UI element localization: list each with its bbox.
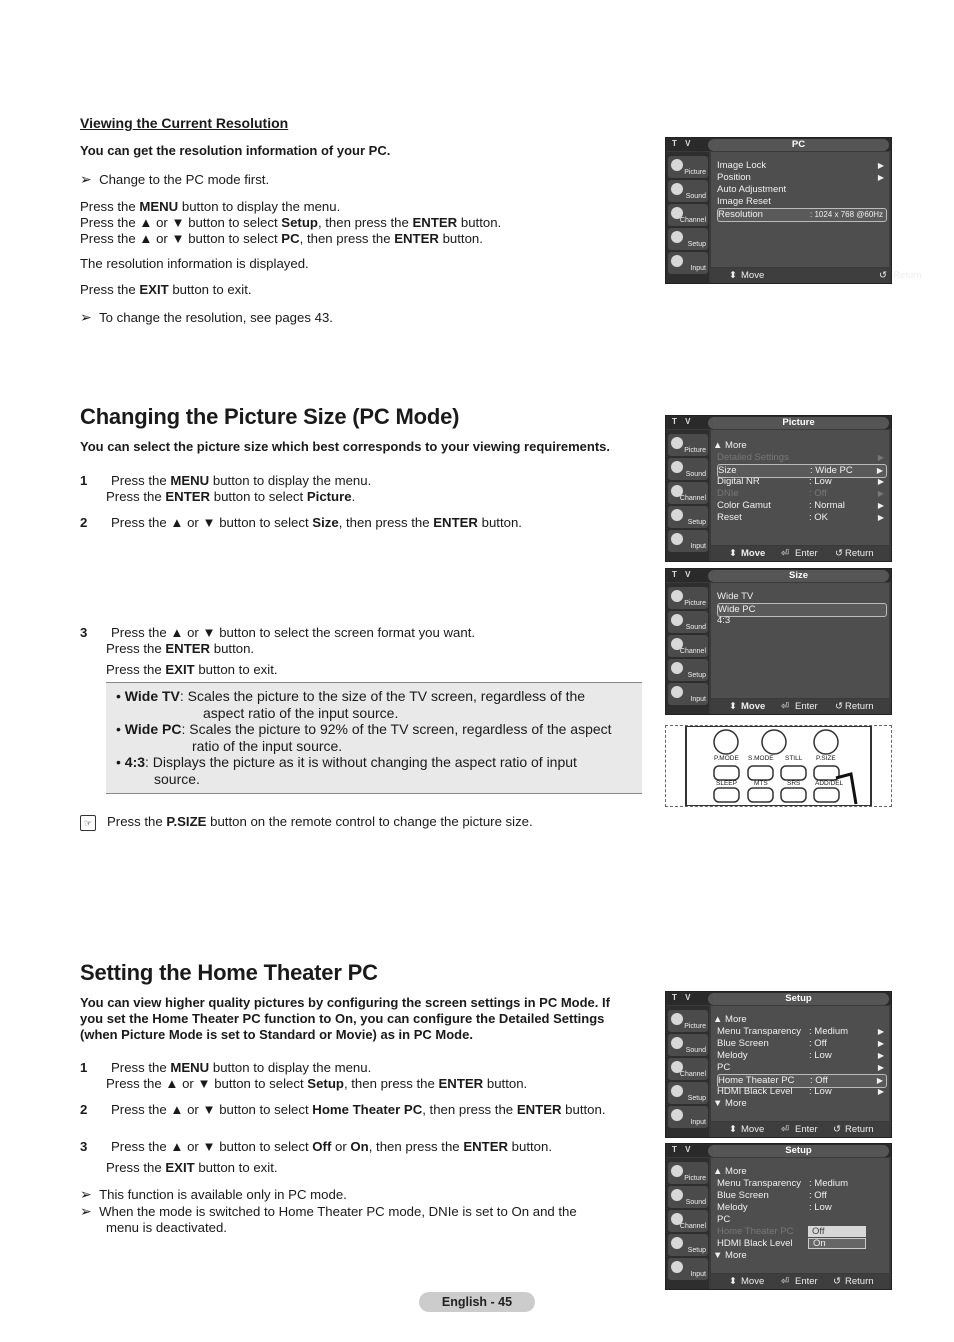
menu-footer: ⬍ Move ⏎ Enter ↺ Return	[711, 1122, 889, 1137]
menu-row-more[interactable]: ▲ More	[713, 440, 747, 451]
menu-row[interactable]: Digital NR : Low ▶	[717, 476, 884, 487]
menu-row[interactable]: Blue Screen : Off ▶	[717, 1038, 884, 1049]
menu-row-active: Home Theater PC	[717, 1226, 794, 1237]
sidebar-item-input[interactable]: Input	[668, 530, 708, 552]
sidebar-item-channel[interactable]: Channel	[668, 482, 708, 504]
menu-footer: ⬍ Move ↺ Return	[711, 268, 889, 283]
return-icon: ↺	[833, 1124, 841, 1135]
menu-row[interactable]: Wide TV	[717, 591, 754, 602]
sidebar-item-picture[interactable]: Picture	[668, 156, 708, 178]
step-2: 2 Press the ▲ or ▼ button to select Home Theater PC, then press the ENTER button.	[80, 1102, 606, 1117]
menu-sidebar	[666, 152, 709, 283]
return-icon: ↺	[835, 548, 843, 559]
menu-sidebar	[666, 430, 709, 561]
menu-row: Blue Screen : Off	[717, 1190, 827, 1201]
arrow-up-icon: ▲	[713, 440, 726, 451]
setup-icon	[671, 509, 683, 521]
picture-icon	[671, 159, 683, 171]
tv-menu-setup-options: T V Setup Picture Sound Channel Setup Input ▲ More Menu Transparency : Medium Blue Screen : Off Melody : Low PC Home Theater PC HDMI Black Level ▼ More Off On ⬍ Move ⏎ Enter ↺ Return	[665, 1143, 892, 1290]
menu-row[interactable]: HDMI Black Level : Low ▶	[717, 1086, 884, 1097]
notes: ➢ This function is available only in PC mode. ➢ When the mode is switched to Home Theater PC mode, DNIe is set to On and the menu is deactivated.	[80, 1186, 577, 1235]
step-3: 3 Press the ▲ or ▼ button to select Off or On, then press the ENTER button. Press the EXIT button to exit.	[80, 1139, 553, 1175]
arrow-up-icon: ▲	[713, 1014, 726, 1025]
sidebar-item-channel[interactable]: Channel	[668, 204, 708, 226]
note: ➢ Change to the PC mode first.	[80, 171, 270, 187]
move-icon: ⬍	[729, 1276, 737, 1287]
arrow-down-icon: ▼	[713, 1250, 726, 1261]
menu-title: Setup	[708, 1145, 889, 1157]
input-icon	[671, 533, 683, 545]
input-icon	[671, 255, 683, 267]
sound-icon	[671, 461, 683, 473]
picture-icon	[671, 1013, 683, 1025]
menu-row[interactable]: Position ▶	[717, 172, 884, 183]
menu-row: Melody : Low	[717, 1202, 832, 1213]
arrow-up-icon: ▲	[713, 1166, 726, 1177]
menu-row[interactable]: Image Reset	[717, 196, 771, 207]
sidebar-item-sound[interactable]: Sound	[668, 458, 708, 480]
sidebar-item-input[interactable]: Input	[668, 683, 708, 705]
sidebar-item-input[interactable]: Input	[668, 1258, 708, 1280]
p-mode-button-label[interactable]: P.MODE	[714, 755, 739, 762]
lead-text: You can select the picture size which best corresponds to your viewing requirements.	[80, 439, 611, 454]
menu-row[interactable]: PC ▶	[717, 1062, 884, 1073]
menu-row[interactable]: Auto Adjustment	[717, 184, 787, 195]
menu-row-more[interactable]: ▼ More	[713, 1250, 747, 1261]
sidebar-item-channel[interactable]: Channel	[668, 1058, 708, 1080]
menu-title: PC	[708, 139, 889, 151]
sidebar-item-sound[interactable]: Sound	[668, 180, 708, 202]
enter-icon: ⏎	[781, 701, 789, 712]
menu-row[interactable]: Menu Transparency : Medium ▶	[717, 1026, 884, 1037]
step-1: 1 Press the MENU button to display the menu. Press the ▲ or ▼ button to select Setup, then press the ENTER button.	[80, 1060, 528, 1091]
sidebar-item-picture[interactable]: Picture	[668, 1162, 708, 1184]
step-2: 2 Press the ▲ or ▼ button to select Size, then press the ENTER button.	[80, 515, 522, 530]
menu-row: Detailed Settings ▶	[717, 452, 884, 463]
menu-row: PC	[717, 1214, 731, 1225]
menu-row-selected[interactable]: Wide PC	[717, 603, 887, 617]
menu-row-more[interactable]: ▲ More	[713, 1014, 747, 1025]
sidebar-item-sound[interactable]: Sound	[668, 1034, 708, 1056]
setup-icon	[671, 1237, 683, 1249]
tv-menu-size: T V Size Picture Sound Channel Setup Input Wide TV Wide PC 4:3 ⬍ Move ⏎ Enter ↺ Return	[665, 568, 892, 715]
sidebar-item-setup[interactable]: Setup	[668, 506, 708, 528]
menu-row[interactable]: Melody : Low ▶	[717, 1050, 884, 1061]
menu-title: Setup	[708, 993, 889, 1005]
option-off[interactable]: Off	[808, 1226, 866, 1237]
s-mode-button-label[interactable]: S.MODE	[748, 755, 774, 762]
note-arrow-icon: ➢	[80, 171, 92, 187]
page-number: English - 45	[419, 1292, 535, 1312]
note-arrow-icon: ➢	[80, 1186, 92, 1202]
menu-footer: ⬍ Move ⏎ Enter ↺ Return	[711, 546, 889, 561]
mts-button-label[interactable]: MTS	[754, 780, 768, 787]
note-arrow-icon: ➢	[80, 309, 92, 325]
menu-row[interactable]: 4:3	[717, 615, 731, 626]
return-icon: ↺	[833, 1276, 841, 1287]
setup-icon	[671, 1085, 683, 1097]
menu-row: HDMI Black Level	[717, 1238, 793, 1249]
menu-footer: ⬍ Move ⏎ Enter ↺ Return	[711, 1274, 889, 1289]
sleep-button-label[interactable]: SLEEP	[716, 780, 737, 787]
picture-icon	[671, 1165, 683, 1177]
tv-menu-setup: T V Setup Picture Sound Channel Setup Input ▲ More Menu Transparency : Medium ▶ Blue Screen : Off ▶ Melody : Low ▶ PC ▶ Home Theater PC : Off ▶ HDMI Black Level : Low ▶ ▼ More ⬍ Move ⏎ Enter ↺ Return	[665, 991, 892, 1138]
lead-text: You can get the resolution information of your PC.	[80, 143, 391, 158]
sidebar-item-setup[interactable]: Setup	[668, 228, 708, 250]
setup-icon	[671, 662, 683, 674]
menu-row-selected[interactable]: Size : Wide PC ▶	[717, 464, 887, 478]
menu-row: DNIe : Off ▶	[717, 488, 884, 499]
remote-illustration	[665, 725, 892, 807]
sound-icon	[671, 1189, 683, 1201]
menu-row-selected[interactable]: Home Theater PC : Off ▶	[717, 1074, 887, 1088]
tv-menu-pc: T V PC Picture Sound Channel Setup Input Image Lock ▶ Position ▶ Auto Adjustment Image Reset Resolution : 1024 x 768 @60Hz ⬍ Move ↺ Return	[665, 137, 892, 284]
note: ➢ To change the resolution, see pages 43.	[80, 309, 333, 325]
menu-row[interactable]: Image Lock ▶	[717, 160, 884, 171]
menu-title: Picture	[708, 417, 889, 429]
input-icon	[671, 686, 683, 698]
sidebar-item-sound[interactable]: Sound	[668, 611, 708, 633]
menu-footer: ⬍ Move ⏎ Enter ↺ Return	[711, 699, 889, 714]
sidebar-item-picture[interactable]: Picture	[668, 434, 708, 456]
picture-icon	[671, 590, 683, 602]
menu-row: Menu Transparency : Medium	[717, 1178, 849, 1189]
menu-row[interactable]: Color Gamut : Normal ▶	[717, 500, 884, 511]
arrow-right-icon: ▶	[877, 173, 884, 182]
section-title: Setting the Home Theater PC	[80, 960, 378, 985]
sound-icon	[671, 1037, 683, 1049]
menu-row-more[interactable]: ▼ More	[713, 1098, 747, 1109]
sidebar-item-picture[interactable]: Picture	[668, 1010, 708, 1032]
hand-icon: ☞	[80, 815, 96, 831]
picture-icon	[671, 437, 683, 449]
step-1: 1 Press the MENU button to display the menu. Press the ENTER button to select Picture.	[80, 473, 372, 504]
lead-text: You can view higher quality pictures by configuring the screen settings in PC Mode. If you set the Home Theater PC function to On, you can configure the Detailed Settings (when Picture Mode is set to Standard or Movie) as in PC Mode.	[80, 995, 610, 1042]
add-del-button-label[interactable]: ADD/DEL	[815, 780, 844, 787]
arrow-right-icon: ▶	[877, 161, 884, 170]
p-size-button-label[interactable]: P.SIZE	[816, 755, 836, 762]
info-text: The resolution information is displayed.	[80, 256, 309, 271]
input-icon	[671, 1261, 683, 1273]
menu-row-more[interactable]: ▲ More	[713, 1166, 747, 1177]
sidebar-item-setup[interactable]: Setup	[668, 659, 708, 681]
enter-icon: ⏎	[781, 1124, 789, 1135]
move-icon: ⬍	[729, 701, 737, 712]
return-icon: ↺	[879, 270, 887, 281]
remote-note: ☞ Press the P.SIZE button on the remote control to change the picture size.	[80, 814, 533, 831]
setup-icon	[671, 231, 683, 243]
move-icon: ⬍	[729, 270, 737, 281]
instruction-block: Press the MENU button to display the menu. Press the ▲ or ▼ button to select Setup, then press the ENTER button. Press the ▲ or ▼ button to select PC, then press the ENTER button.	[80, 199, 502, 246]
return-icon: ↺	[835, 701, 843, 712]
sidebar-item-setup[interactable]: Setup	[668, 1234, 708, 1256]
sidebar-item-channel[interactable]: Channel	[668, 635, 708, 657]
sidebar-item-picture[interactable]: Picture	[668, 587, 708, 609]
srs-button-label[interactable]: SRS	[787, 780, 801, 787]
still-button-label[interactable]: STILL	[785, 755, 803, 762]
size-options-box: • Wide TV: Scales the picture to the size of the TV screen, regardless of the aspect ratio of the input source. • Wide PC: Scales the picture to 92% of the TV screen, regardless of the aspect ratio of the input source. • 4:3: Displays the picture as it is without changing the aspect ratio of input source.	[106, 682, 642, 794]
move-icon: ⬍	[729, 548, 737, 559]
sidebar-item-input[interactable]: Input	[668, 1106, 708, 1128]
menu-row[interactable]: Reset : OK ▶	[717, 512, 884, 523]
sound-icon	[671, 183, 683, 195]
sidebar-item-sound[interactable]: Sound	[668, 1186, 708, 1208]
menu-title: Size	[708, 570, 889, 582]
sidebar-item-channel[interactable]: Channel	[668, 1210, 708, 1232]
section-title: Changing the Picture Size (PC Mode)	[80, 404, 460, 429]
step-3: 3 Press the ▲ or ▼ button to select the screen format you want. Press the ENTER button. Press the EXIT button to exit.	[80, 625, 476, 677]
menu-sidebar	[666, 583, 709, 714]
exit-text: Press the EXIT button to exit.	[80, 282, 252, 297]
input-icon	[671, 1109, 683, 1121]
menu-sidebar	[666, 1006, 709, 1137]
sound-icon	[671, 614, 683, 626]
tv-menu-picture: T V Picture Picture Sound Channel Setup Input ▲ More Detailed Settings ▶ Size : Wide PC ▶ Digital NR : Low ▶ DNIe : Off ▶ Color Gamut : Normal ▶ Reset : OK ▶ ⬍ Move ⏎ Enter ↺ Return	[665, 415, 892, 562]
option-on[interactable]: On	[808, 1238, 866, 1249]
enter-icon: ⏎	[781, 1276, 789, 1287]
enter-icon: ⏎	[781, 548, 789, 559]
sidebar-item-setup[interactable]: Setup	[668, 1082, 708, 1104]
section-subtitle: Viewing the Current Resolution	[80, 115, 289, 131]
note-arrow-icon: ➢	[80, 1203, 92, 1219]
move-icon: ⬍	[729, 1124, 737, 1135]
sidebar-item-input[interactable]: Input	[668, 252, 708, 274]
arrow-down-icon: ▼	[713, 1098, 726, 1109]
menu-sidebar	[666, 1158, 709, 1289]
menu-row-selected[interactable]: Resolution : 1024 x 768 @60Hz	[717, 208, 887, 222]
